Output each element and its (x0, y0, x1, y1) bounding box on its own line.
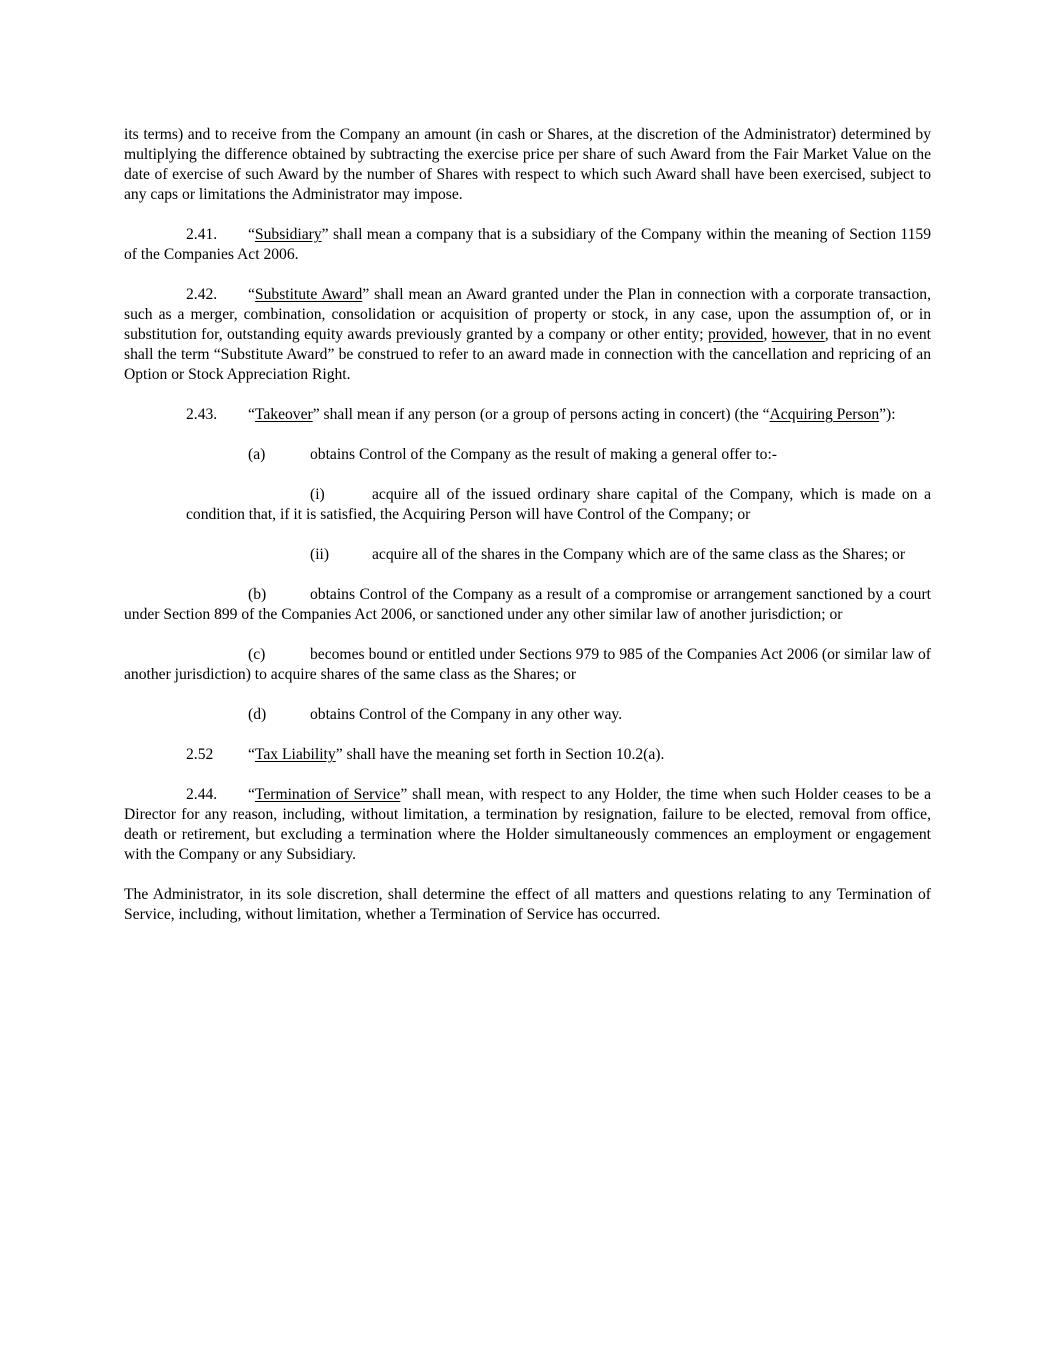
paragraph-final: The Administrator, in its sole discretion, shall determine the effect of all matters and questions relating to any Termination of Service, including, without limitation, whether a Termination of Service has occurred. (124, 886, 931, 923)
defined-term-acquiring-person: Acquiring Person (769, 406, 880, 423)
section-2-41: 2.41. “Subsidiary” shall mean a company that is a subsidiary of the Company within the meaning of Section 1159 of the Companies Act 2006. (124, 226, 931, 263)
clause-label: (c) (248, 646, 266, 663)
section-2-43: 2.43. “Takeover” shall mean if any person (or a group of persons acting in concert) (the “Acquiring Person”): (186, 406, 896, 423)
clause-b: (b) obtains Control of the Company as a result of a compromise or arrangement sanctioned by a court under Section 899 of the Companies Act 2006, or sanctioned under any other similar law of another jurisdiction; or (124, 586, 931, 623)
clause-label: (i) (310, 486, 325, 503)
document-page (124, 125, 931, 945)
section-number: 2.43. (186, 406, 218, 423)
clause-label: (b) (248, 586, 267, 603)
section-2-44: 2.44. “Termination of Service” shall mean, with respect to any Holder, the time when such Holder ceases to be a Director for any reason, including, without limitation, a termination by resignation, failure to be elected, removal from office, death or retirement, but excluding a termination where the Holder simultaneously commences an employment or engagement with the Company or any Subsidiary. (124, 786, 932, 863)
section-number: 2.52 (186, 746, 214, 763)
clause-label: (d) (248, 706, 267, 723)
defined-term-substitute-award: Substitute Award (254, 286, 363, 303)
clause-i: (i) acquire all of the issued ordinary share capital of the Company, which is made on a condition that, if it is satisfied, the Acquiring Person will have Control of the Company; or (186, 486, 931, 523)
clause-a: (a) obtains Control of the Company as the result of making a general offer to:- (248, 446, 777, 463)
clause-c: (c) becomes bound or entitled under Sections 979 to 985 of the Companies Act 2006 (or similar law of another jurisdiction) to acquire shares of the same class as the Shares; or (124, 646, 931, 683)
clause-label: (a) (248, 446, 266, 463)
section-number: 2.41. (186, 226, 218, 243)
clause-ii: (ii) acquire all of the shares in the Company which are of the same class as the Shares; or (310, 546, 906, 563)
term-provided: provided (708, 326, 764, 343)
clause-d: (d) obtains Control of the Company in any other way. (248, 706, 623, 723)
term-however: however (771, 326, 825, 343)
defined-term-termination-of-service: Termination of Service (254, 786, 401, 803)
section-number: 2.42. (186, 286, 218, 303)
section-number: 2.44. (186, 786, 218, 803)
clause-label: (ii) (310, 546, 330, 563)
defined-term-tax-liability: Tax Liability (254, 746, 336, 763)
defined-term-subsidiary: Subsidiary (254, 226, 322, 243)
defined-term-takeover: Takeover (254, 406, 313, 423)
section-2-42: 2.42. “Substitute Award” shall mean an Award granted under the Plan in connection with a corporate transaction, such as a merger, combination, consolidation or acquisition of property or stock, in any case, upon the assumption of, or in substitution for, outstanding equity awards previously granted by a company or other entity; provided, however, that in no event shall the term “Substitute Award” be construed to refer to an award made in connection with the cancellation and repricing of an Option or Stock Appreciation Right. (124, 286, 932, 383)
section-2-52: 2.52 “Tax Liability” shall have the meaning set forth in Section 10.2(a). (186, 746, 665, 763)
paragraph-continuation: its terms) and to receive from the Company an amount (in cash or Shares, at the discretion of the Administrator) determined by multiplying the difference obtained by subtracting the exercise price per share of such Award from the Fair Market Value on the date of exercise of such Award by the number of Shares with respect to which such Award shall have been exercised, subject to any caps or limitations the Administrator may impose. (124, 126, 931, 203)
